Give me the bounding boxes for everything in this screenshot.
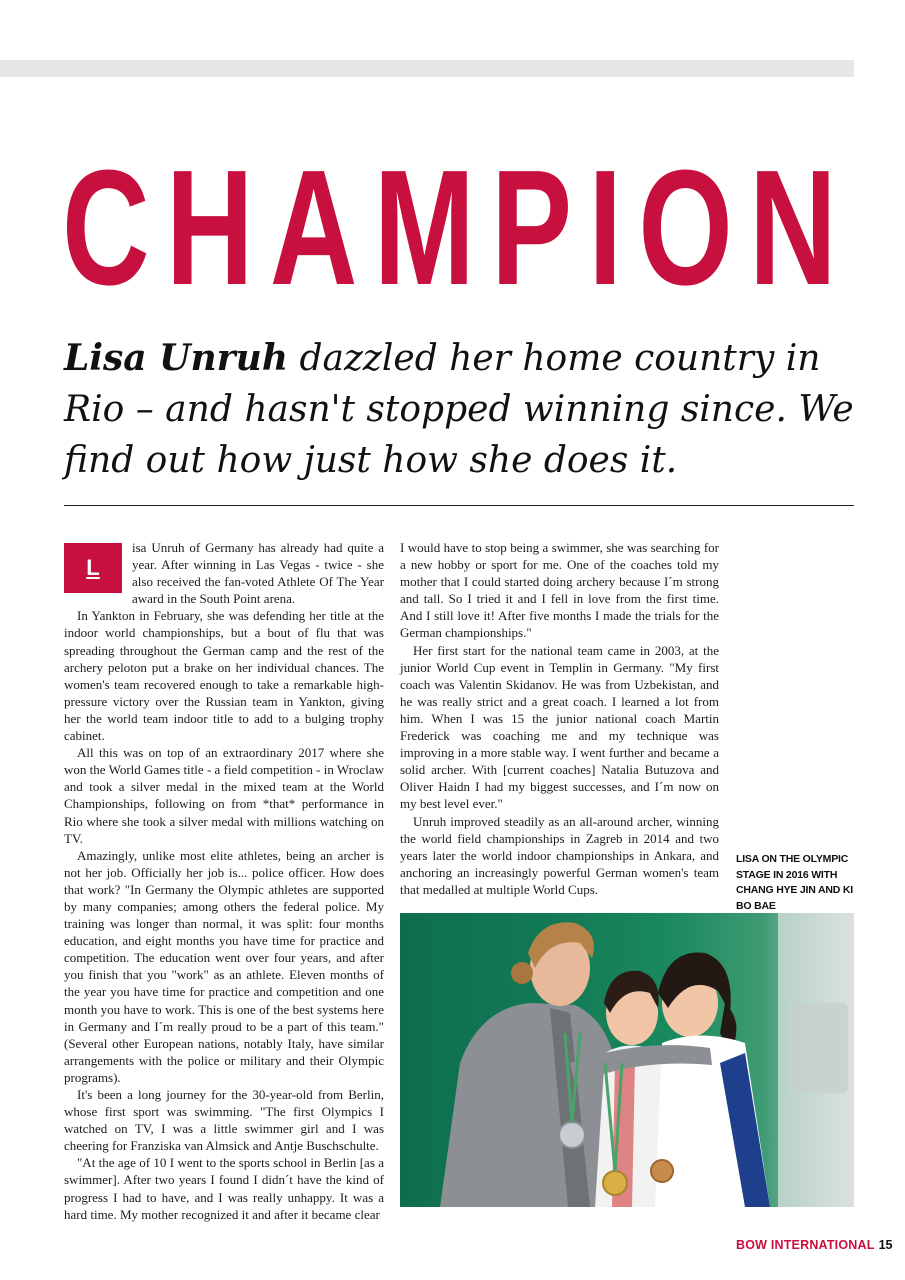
olympic-photo xyxy=(400,913,854,1207)
article-column-2 xyxy=(400,539,719,898)
divider-rule xyxy=(64,505,854,506)
paragraph: I would have to stop being a swimmer, she was searching for a new hobby or sport for me. One of the coaches told my mother that I could started doing archery because I´m strong and tall. So I tried it and I fell in love from the first time. And I still love it! After five months I made the trials for the German championships." xyxy=(400,540,719,641)
drop-cap: L xyxy=(64,543,122,593)
standfirst-text: dazzled her home country in Rio – and hasn't stopped winning since. We find out how just how she does it. xyxy=(64,338,854,481)
photo-illustration xyxy=(400,913,854,1207)
page-headline: CHAMPION xyxy=(62,136,853,319)
article-column-1 xyxy=(64,539,384,1223)
top-grey-bar xyxy=(0,60,854,77)
photo-caption: LISA ON THE OLYMPIC STAGE IN 2016 WITH CHANG HYE JIN AND KI BO BAE xyxy=(736,853,853,912)
standfirst xyxy=(64,333,854,486)
paragraph: "At the age of 10 I went to the sports school in Berlin [as a swimmer]. After two years I found I didn´t have the kind of progress I had to have, and I was really unhappy. It was a hard time. My mother recognized it and after it became clear xyxy=(64,1155,384,1222)
page-number: 15 xyxy=(878,1238,893,1252)
paragraph: isa Unruh of Germany has already had quite a year. After winning in Las Vegas - twice - she also received the fan-voted Athlete Of The Year award in the South Point arena. xyxy=(132,540,384,607)
paragraph: Unruh improved steadily as an all-around archer, winning the world field championships in Zagreb in 2014 and two years later the world indoor championships in Ankara, and anchoring an increasingly powerful German women's team that medalled at multiple World Cups. xyxy=(400,813,719,897)
paragraph: It's been a long journey for the 30-year-old from Berlin, whose first sport was swimming. "The first Olympics I watched on TV, I was a little swimmer girl and I was cheering for Franziska van Almsick and Antje Buschschulte. xyxy=(64,1087,384,1154)
paragraph: Amazingly, unlike most elite athletes, being an archer is not her job. Officially her job is... police officer. How does that work? "In Germany the Olympic athletes are supported by many companies; among others the federal police. My training was longer than normal, it was split: four months education, and eight months you have time for practice and competition. The education went over four years, and after you finish that you "work" as an athlete. Eleven months of the year you have time for practice and competition and one month you have to work. This is one of the best systems here in Germany and I´m really proud to be a part of this team." (Several other European nations, notably Italy, have similar arrangements with the police or military and their Olympic programs). xyxy=(64,847,384,1085)
paragraph: Her first start for the national team came in 2003, at the junior World Cup event in Templin in Germany. "My first coach was Valentin Skidanov. He was from Uzbekistan, and he was really strict and a great coach. I learned a lot from him. When I was 15 the junior national coach Martin Frederick was coaching me and my technique was improving in a more stable way. I went further and became a solid archer. With [current coaches] Natalia Butuzova and Oliver Haidn I had my biggest successes, and I´m now on my best level ever." xyxy=(400,642,719,812)
standfirst-name: Lisa Unruh xyxy=(64,337,288,379)
magazine-name: BOW INTERNATIONAL xyxy=(736,1238,875,1252)
page-footer xyxy=(736,1238,892,1254)
paragraph: In Yankton in February, she was defending her title at the indoor world championships, but a bout of flu that was spreading throughout the German camp and the rest of the archery peloton put a brake on her individual chances. The women's team recovered enough to take a remarkable high-pressure victory over the Russian team in Yankton, giving her the world team indoor title to add to a bulging trophy cabinet. xyxy=(64,608,384,744)
paragraph: All this was on top of an extraordinary 2017 where she won the World Games title - a field competition - in Wroclaw and took a silver medal in the mixed team at the World Championships, following on from *that* performance in Rio where she took a silver medal with millions watching on TV. xyxy=(64,745,384,846)
